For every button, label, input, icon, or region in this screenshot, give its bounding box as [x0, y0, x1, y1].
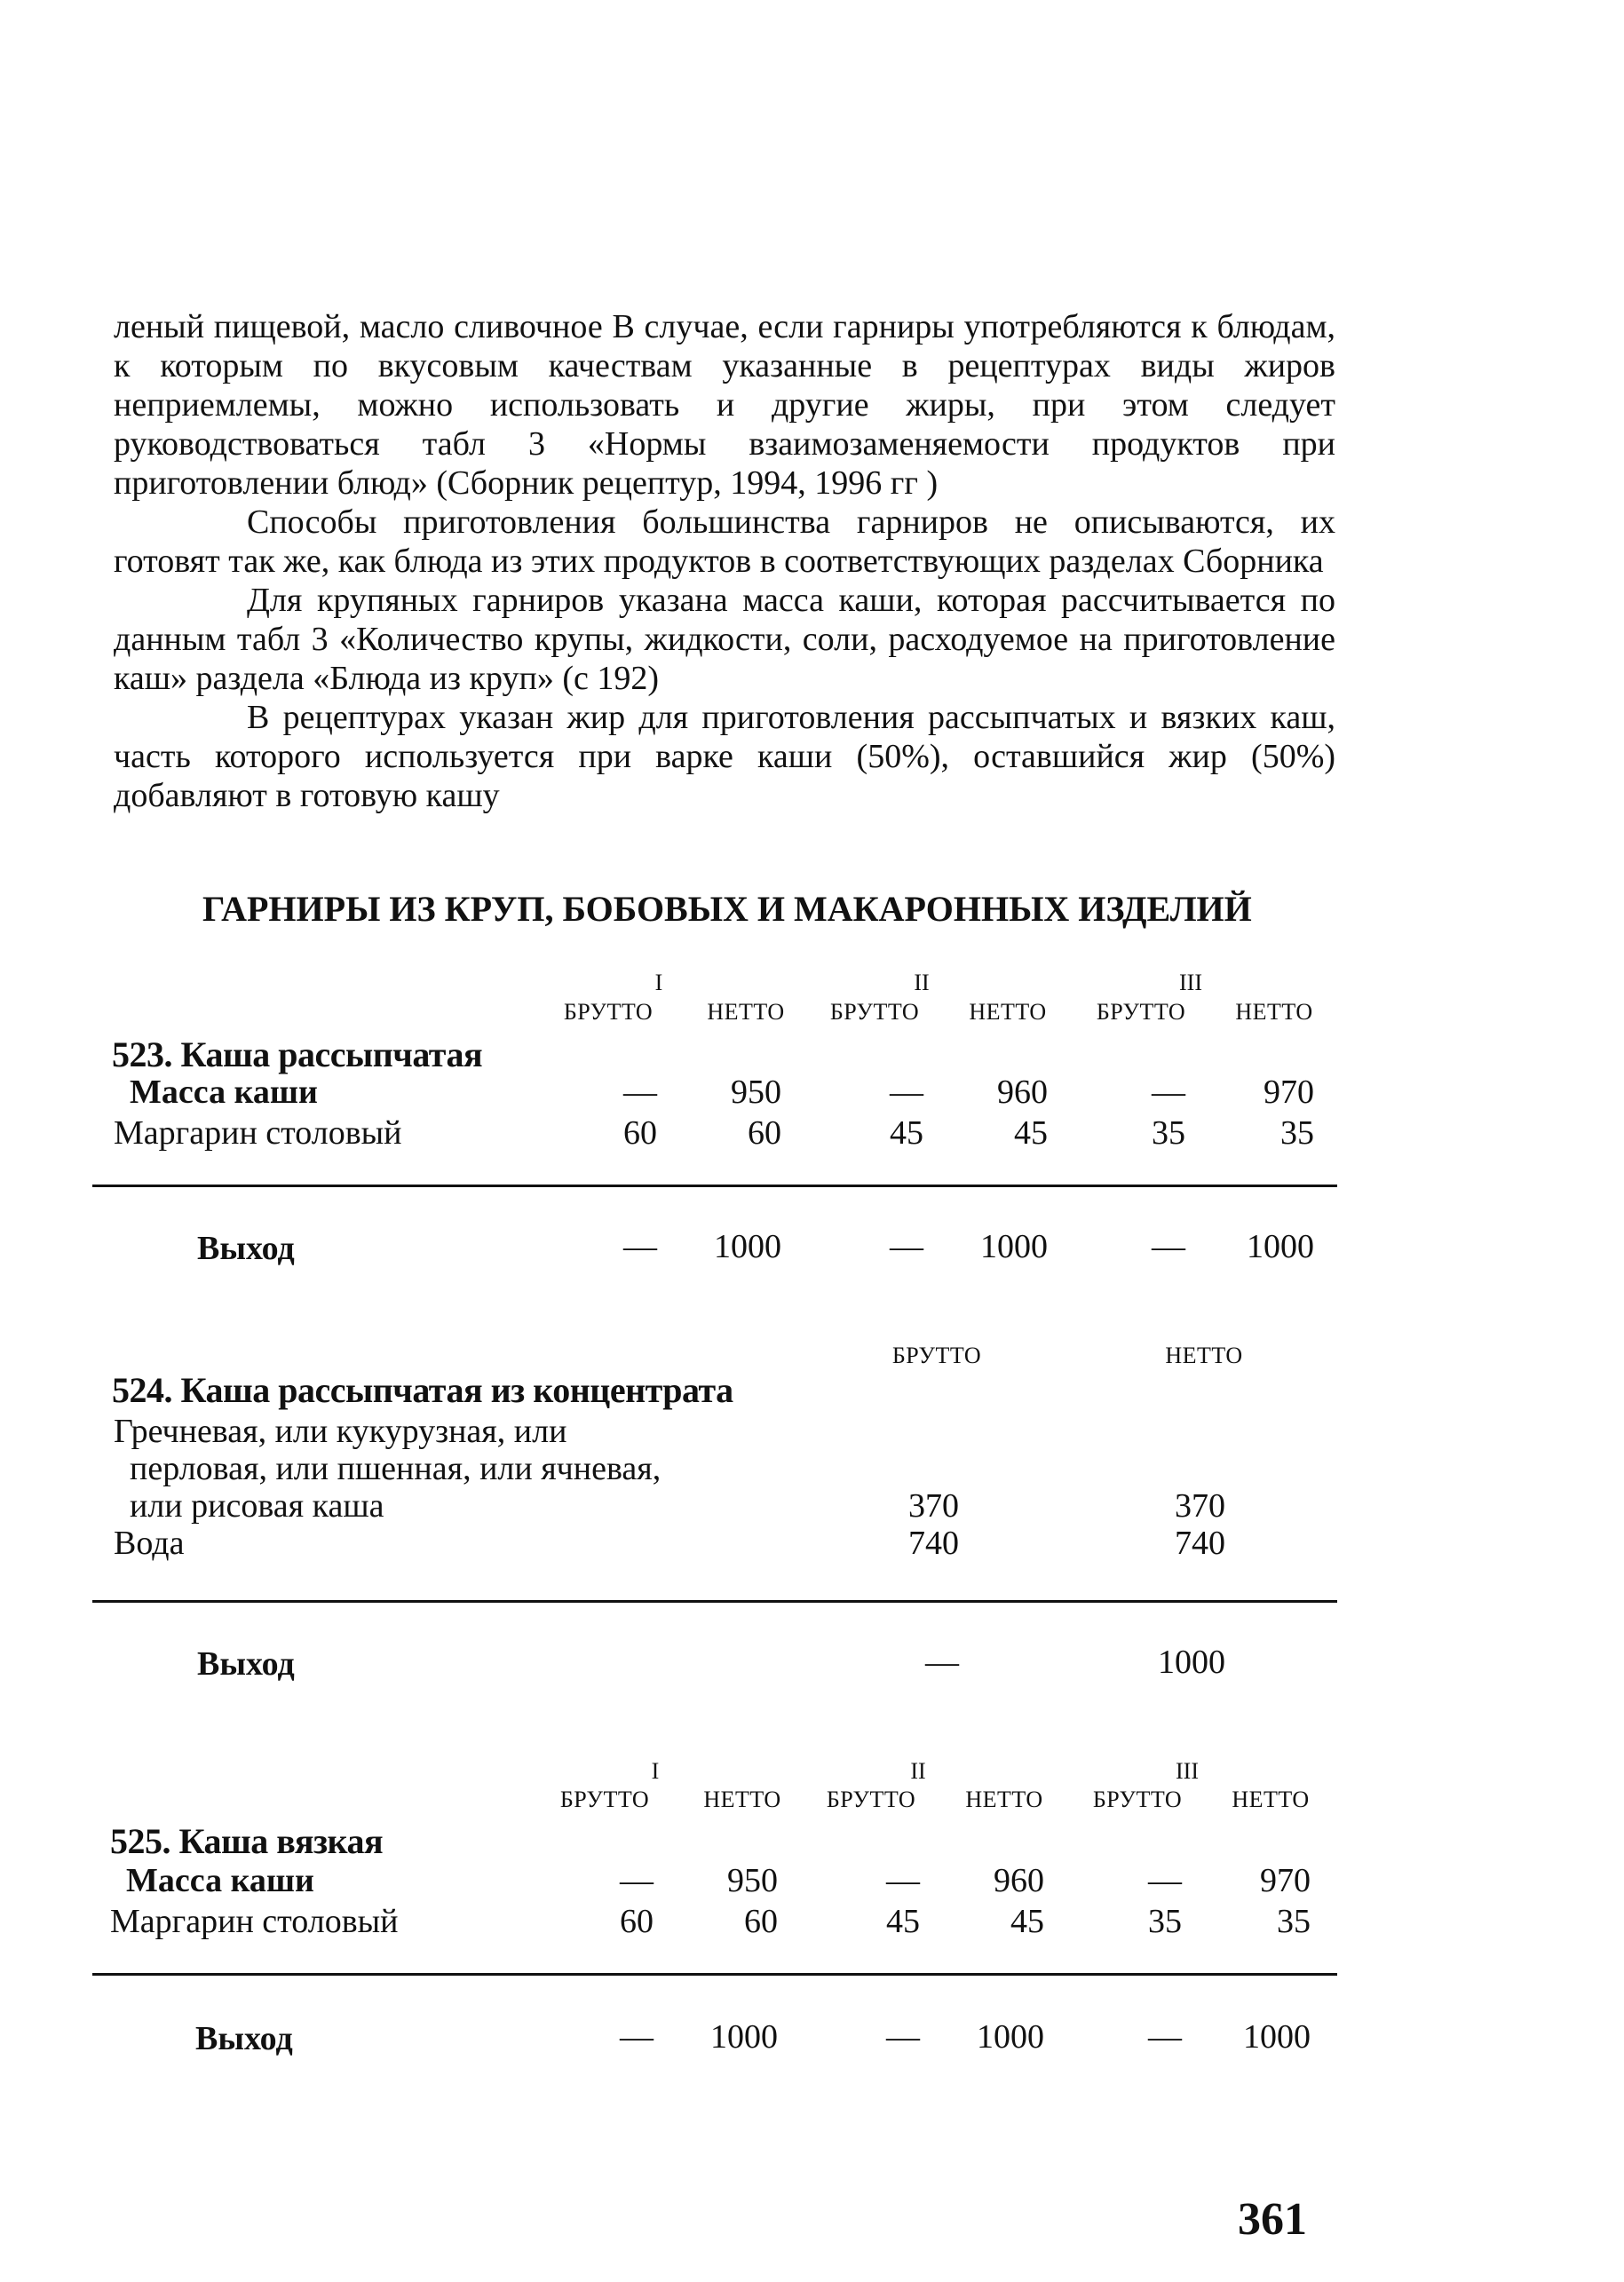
yield-value: — — [886, 2018, 920, 2056]
value-cell: 740 — [908, 1525, 959, 1562]
value-cell: 970 — [1260, 1862, 1311, 1899]
value-cell: — — [1148, 1862, 1182, 1899]
column-header-netto: НЕТТО — [1165, 1343, 1243, 1368]
column-group-label: II — [910, 1758, 926, 1784]
value-cell: 60 — [748, 1114, 781, 1152]
value-cell: 370 — [1175, 1487, 1225, 1525]
page-number: 361 — [1238, 2194, 1307, 2245]
ingredient-name: Маргарин столовый — [110, 1903, 399, 1940]
column-header-netto: НЕТТО — [703, 1787, 781, 1812]
yield-value: 1000 — [980, 1228, 1048, 1265]
yield-label: Выход — [197, 1230, 295, 1267]
yield-value: 1000 — [1247, 1228, 1314, 1265]
column-header-netto: НЕТТО — [1232, 1787, 1310, 1812]
value-cell: 970 — [1264, 1074, 1314, 1111]
yield-value: — — [890, 1228, 923, 1265]
value-cell: — — [886, 1862, 920, 1899]
column-header-brutto: БРУТТО — [563, 999, 654, 1025]
value-cell: 60 — [620, 1903, 654, 1940]
column-header-brutto: БРУТТО — [559, 1787, 650, 1812]
ingredient-name: Масса каши — [126, 1862, 314, 1899]
ingredient-name: Маргарин столовый — [114, 1114, 402, 1152]
column-header-netto: НЕТТО — [965, 1787, 1043, 1812]
ingredient-line: Гречневая, или кукурузная, или — [114, 1413, 567, 1450]
value-cell: — — [620, 1862, 654, 1899]
value-cell: — — [1152, 1074, 1185, 1111]
value-cell: 45 — [890, 1114, 923, 1152]
yield-value: — — [1148, 2018, 1182, 2056]
recipe-title: 523. Каша рассыпчатая — [112, 1034, 483, 1074]
section-title: ГАРНИРЫ ИЗ КРУП, БОБОВЫХ И МАКАРОННЫХ ИЗДЕЛИЙ — [202, 889, 1252, 929]
yield-value: 1000 — [977, 2018, 1044, 2056]
value-cell: 35 — [1152, 1114, 1185, 1152]
yield-label: Выход — [197, 1645, 295, 1683]
value-cell: 950 — [727, 1862, 778, 1899]
value-cell: 35 — [1148, 1903, 1182, 1940]
recipe-title: 525. Каша вязкая — [110, 1821, 384, 1861]
value-cell: 960 — [994, 1862, 1044, 1899]
yield-value: — — [1152, 1228, 1185, 1265]
intro-text — [114, 307, 1335, 815]
value-cell: 60 — [623, 1114, 657, 1152]
value-cell: 740 — [1175, 1525, 1225, 1562]
recipe-title: 524. Каша рассыпчатая из концентрата — [112, 1370, 733, 1410]
column-group-label: III — [1179, 970, 1202, 995]
intro-paragraph: В рецептурах указан жир для приготовления рассыпчатых и вязких каш, часть которого используется при варке каши (50%), оставшийся жир (50%) добавляют в готовую кашу — [114, 699, 1335, 814]
value-cell: 960 — [997, 1074, 1048, 1111]
intro-paragraph: Для крупяных гарниров указана масса каши, которая рассчитывается по данным табл 3 «Количество крупы, жидкости, соли, расходуемое на приготовление каш» раздела «Блюда из круп» (с 192) — [114, 582, 1335, 697]
ingredient-line: или рисовая каша — [130, 1487, 384, 1525]
ingredient-line: перловая, или пшенная, или ячневая, — [130, 1450, 661, 1487]
yield-value: 1000 — [1243, 2018, 1311, 2056]
value-cell: — — [623, 1074, 657, 1111]
yield-label: Выход — [195, 2020, 293, 2057]
column-header-netto: НЕТТО — [707, 999, 785, 1025]
yield-value: — — [620, 2018, 654, 2056]
column-header-netto: НЕТТО — [969, 999, 1047, 1025]
value-cell: 45 — [886, 1903, 920, 1940]
yield-value: — — [925, 1644, 959, 1681]
divider-rule — [92, 1185, 1337, 1187]
column-group-label: I — [654, 970, 663, 995]
value-cell: 370 — [908, 1487, 959, 1525]
column-group-label: I — [651, 1758, 660, 1784]
column-header-brutto: БРУТТО — [829, 999, 920, 1025]
column-header-brutto: БРУТТО — [1096, 999, 1186, 1025]
intro-paragraph: Способы приготовления большинства гарниров не описываются, их готовят так же, как блюда из этих продуктов в соответствующих разделах Сборника — [114, 503, 1335, 580]
ingredient-name: Масса каши — [130, 1074, 318, 1111]
yield-value: 1000 — [714, 1228, 781, 1265]
column-group-label: III — [1176, 1758, 1199, 1784]
value-cell: 45 — [1014, 1114, 1048, 1152]
column-header-brutto: БРУТТО — [826, 1787, 916, 1812]
divider-rule — [92, 1973, 1337, 1976]
yield-value: 1000 — [710, 2018, 778, 2056]
value-cell: 60 — [744, 1903, 778, 1940]
column-header-brutto: БРУТТО — [1092, 1787, 1183, 1812]
column-group-label: II — [914, 970, 930, 995]
value-cell: 950 — [731, 1074, 781, 1111]
column-header-netto: НЕТТО — [1235, 999, 1313, 1025]
column-header-brutto: БРУТТО — [891, 1343, 982, 1368]
value-cell: 35 — [1277, 1903, 1311, 1940]
divider-rule — [92, 1600, 1337, 1603]
ingredient-name: Вода — [114, 1525, 185, 1562]
value-cell: 35 — [1280, 1114, 1314, 1152]
value-cell: 45 — [1010, 1903, 1044, 1940]
yield-value: — — [623, 1228, 657, 1265]
intro-paragraph: леный пищевой, масло сливочное В случае, если гарниры употребляются к блюдам, к которым по вкусовым качествам указанные в рецептурах виды жиров неприемлемы, можно использовать и другие жиры, при этом следует руководствоваться табл 3 «Нормы взаимозаменяемости продуктов при приготовлении блюд» (Сборник рецептур, 1994, 1996 гг ) — [114, 308, 1335, 502]
value-cell: — — [890, 1074, 923, 1111]
yield-value: 1000 — [1158, 1644, 1225, 1681]
